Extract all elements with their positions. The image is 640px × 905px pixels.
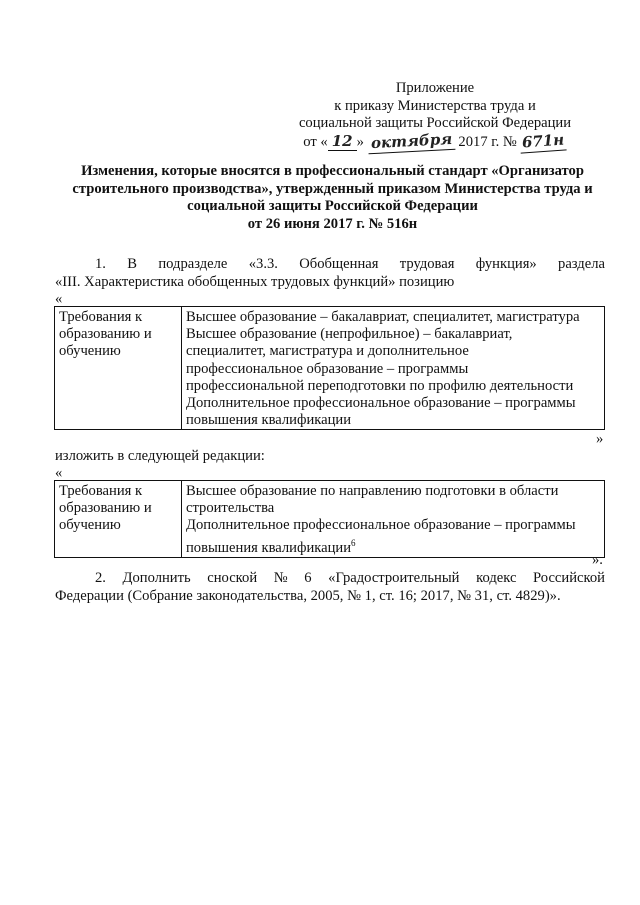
item-1-line-2: «III. Характеристика обобщенных трудовых функций» позицию xyxy=(55,273,455,290)
handwritten-day: 12 xyxy=(328,133,357,152)
table-2-close-quote: ». xyxy=(592,552,603,568)
table-1-close-quote: » xyxy=(596,431,604,447)
document-title xyxy=(55,163,610,233)
order-date-line xyxy=(285,129,585,152)
word: трудовая xyxy=(399,256,455,272)
content-text: повышения квалификации xyxy=(186,539,352,556)
title-line: социальной защиты Российской Федерации xyxy=(187,198,478,214)
title-line: строительного производства», утвержденный приказом Министерства труда и xyxy=(72,180,593,197)
word: № xyxy=(273,570,288,586)
content-line: специалитет, магистратура и дополнительное xyxy=(186,343,469,360)
content-line: повышения квалификации xyxy=(186,412,352,429)
footnote-mark: 6 xyxy=(351,537,356,548)
word: Дополнить xyxy=(122,570,191,586)
table-row xyxy=(55,307,605,430)
label-line: обучению xyxy=(59,343,121,360)
word: Обобщенная xyxy=(299,256,379,272)
content-line: профессиональное образование – программы xyxy=(186,360,469,377)
title-line: от 26 июня 2017 г. № 516н xyxy=(247,215,418,232)
item-2-line-1 xyxy=(55,570,605,588)
label-line: Требования к xyxy=(59,483,143,499)
order-reference: к приказу Министерства труда и xyxy=(334,97,536,114)
content-line: Высшее образование по направлению подготовки в области xyxy=(186,483,559,499)
content-cell xyxy=(182,481,605,558)
item-2-paragraph xyxy=(55,570,605,605)
content-line: Дополнительное профессиональное образование – программы xyxy=(186,395,576,412)
appendix-label: Приложение xyxy=(395,80,475,96)
word: раздела xyxy=(558,256,605,272)
content-line-with-footnote xyxy=(186,535,600,557)
content-line: Дополнительное профессиональное образование – программы xyxy=(186,517,576,534)
table-1-open-quote: « xyxy=(55,291,63,307)
label-line: Требования к xyxy=(59,309,143,325)
label-cell xyxy=(55,307,182,430)
word: подразделе xyxy=(158,256,228,272)
item-1-line-1 xyxy=(55,256,605,274)
date-prefix: от « xyxy=(303,133,328,150)
label-line: обучению xyxy=(59,517,121,534)
word: В xyxy=(127,256,138,272)
word: «3.3. xyxy=(248,256,278,272)
item-1-paragraph xyxy=(55,256,605,291)
content-line: Высшее образование – бакалавриат, специалитет, магистратура xyxy=(186,309,580,325)
handwritten-month: октября xyxy=(367,130,455,153)
content-line: Высшее образование (непрофильное) – бакалавриат, xyxy=(186,326,513,343)
word: 1. xyxy=(95,256,106,272)
word: 6 xyxy=(304,570,312,586)
word: кодекс xyxy=(476,570,517,586)
content-cell xyxy=(182,307,605,430)
content-line: строительства xyxy=(186,500,275,517)
date-mid: » xyxy=(356,133,364,150)
word: сноской xyxy=(207,570,258,586)
table-row xyxy=(55,481,605,558)
table-2-open-quote: « xyxy=(55,465,63,481)
ministry-name: социальной защиты Российской Федерации xyxy=(298,115,572,131)
item-2-line-2: Федерации (Собрание законодательства, 2005, № 1, ст. 16; 2017, № 31, ст. 4829)». xyxy=(55,587,561,604)
content-line: профессиональной переподготовки по профилю деятельности xyxy=(186,377,574,394)
word: функция» xyxy=(475,256,537,272)
label-line: образованию и xyxy=(59,500,152,517)
date-year: 2017 г. № xyxy=(458,133,517,150)
word: 2. xyxy=(95,570,106,586)
requirements-table-new xyxy=(54,480,605,558)
word: «Градостроительный xyxy=(328,570,460,586)
title-line: Изменения, которые вносятся в профессиональный стандарт «Организатор xyxy=(81,163,584,179)
word: Российской xyxy=(533,570,605,586)
requirements-table-old xyxy=(54,306,605,430)
appendix-header xyxy=(285,80,585,151)
instruction-text: изложить в следующей редакции: xyxy=(55,448,265,464)
label-cell xyxy=(55,481,182,558)
label-line: образованию и xyxy=(59,326,152,343)
handwritten-order-number: 671н xyxy=(520,131,567,153)
